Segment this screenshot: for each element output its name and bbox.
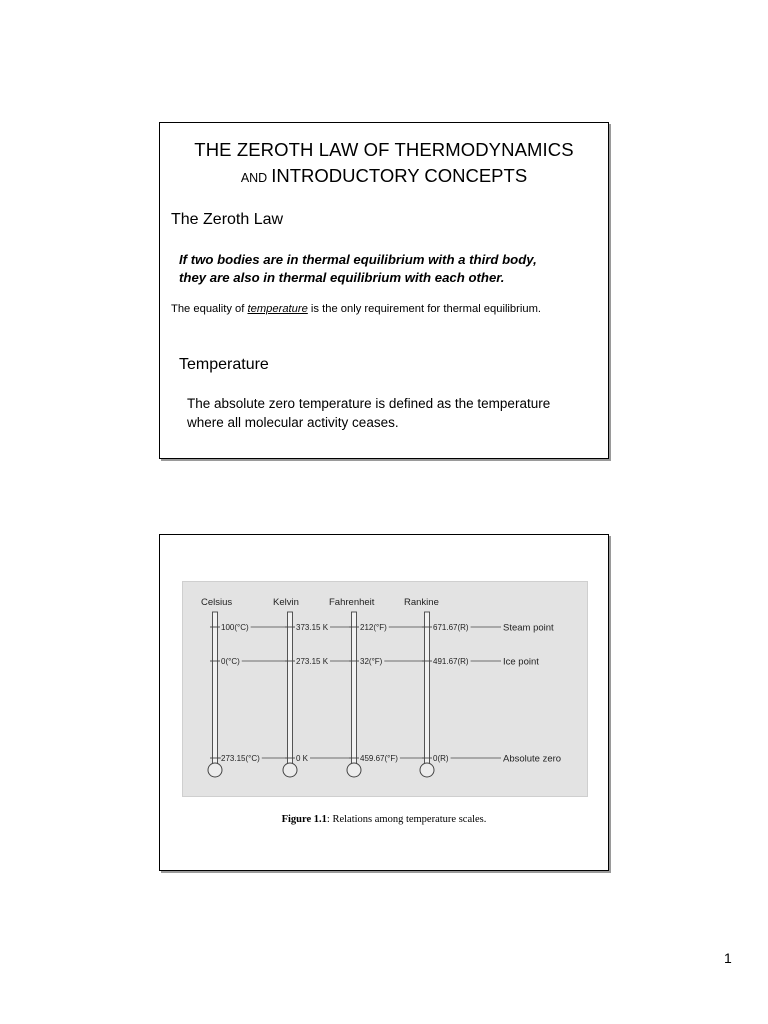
thermometer-bulb-1 xyxy=(283,763,297,777)
zeroth-law-heading: The Zeroth Law xyxy=(171,211,284,228)
absolute-zero-definition xyxy=(187,394,607,432)
figure-caption xyxy=(160,814,608,825)
scale-value: 459.67(°F) xyxy=(360,754,398,763)
absolute-zero-line-1: The absolute zero temperature is defined as the temperature xyxy=(187,396,551,411)
title-and-smallcaps: AND xyxy=(240,171,268,185)
caption-figure-number: Figure 1.1 xyxy=(281,814,327,825)
equality-statement xyxy=(171,303,541,315)
law-line-2: they are also in thermal equilibrium with each other. xyxy=(179,270,505,285)
row-label-ice-point: Ice point xyxy=(503,656,539,668)
law-line-1: If two bodies are in thermal equilibrium with a third body, xyxy=(179,252,537,267)
title-introductory-concepts: INTRODUCTORY CONCEPTS xyxy=(271,165,528,186)
thermometer-bulb-3 xyxy=(420,763,434,777)
scale-header-celsius: Celsius xyxy=(201,597,233,608)
scale-header-kelvin: Kelvin xyxy=(273,597,299,608)
temperature-heading: Temperature xyxy=(179,356,269,373)
thermometer-bulb-0 xyxy=(208,763,222,777)
slide-temperature-scales xyxy=(159,534,609,871)
absolute-zero-line-2: where all molecular activity ceases. xyxy=(187,415,399,430)
equality-after: is the only requirement for thermal equilibrium. xyxy=(307,303,542,315)
scale-value: 671.67(R) xyxy=(433,623,469,632)
scale-value: 100(°C) xyxy=(221,623,249,632)
scale-value: 373.15 K xyxy=(296,623,329,632)
page-number: 1 xyxy=(724,950,732,966)
scale-value: 0(°C) xyxy=(221,657,240,666)
thermometer-tube-1 xyxy=(288,612,293,764)
equality-before: The equality of xyxy=(171,303,248,315)
row-label-steam-point: Steam point xyxy=(503,622,554,634)
zeroth-law-statement xyxy=(179,251,604,287)
scale-value: 0 K xyxy=(296,754,309,763)
thermometer-tube-0 xyxy=(213,612,218,764)
thermometer-tube-3 xyxy=(425,612,430,764)
slide-title-line2 xyxy=(160,165,608,187)
scale-value: 0(R) xyxy=(433,754,449,763)
scale-value: 212(°F) xyxy=(360,623,387,632)
thermometer-tube-2 xyxy=(352,612,357,764)
equality-term-temperature: temperature xyxy=(247,303,308,315)
scale-value: 273.15(°C) xyxy=(221,754,260,763)
scale-value: 273.15 K xyxy=(296,657,329,666)
thermometer-diagram xyxy=(183,582,587,796)
scale-header-fahrenheit: Fahrenheit xyxy=(329,597,375,608)
caption-text: : Relations among temperature scales. xyxy=(326,814,487,825)
temperature-scales-figure xyxy=(182,581,588,797)
row-label-absolute-zero: Absolute zero xyxy=(503,753,562,765)
scale-value: 32(°F) xyxy=(360,657,383,666)
slide-zeroth-law xyxy=(159,122,609,459)
thermometer-bulb-2 xyxy=(347,763,361,777)
scale-header-rankine: Rankine xyxy=(404,597,439,608)
scale-value: 491.67(R) xyxy=(433,657,469,666)
slide-title-line1: THE ZEROTH LAW OF THERMODYNAMICS xyxy=(194,139,574,160)
